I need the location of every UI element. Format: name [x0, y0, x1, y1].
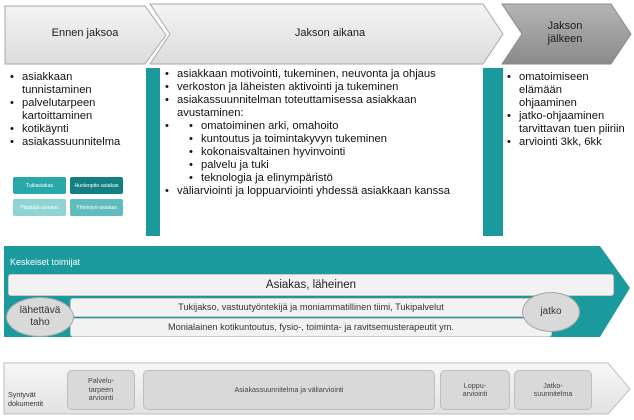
doc-service-needs-assessment	[67, 370, 135, 410]
referrer-ellipse	[6, 297, 74, 337]
doc1-line3: arviointi	[88, 393, 114, 403]
referrer-line2: taho	[30, 317, 50, 328]
doc-follow-up-plan	[514, 370, 592, 410]
before-list	[8, 71, 146, 149]
customer-type-care: Huolenpito-asiakas	[70, 177, 123, 194]
sub-list-item: • teknologia ja elinympäristö	[187, 172, 481, 185]
doc4-line2: suunnitelma	[533, 389, 573, 398]
teal-bar-left	[146, 68, 160, 236]
doc4-line1: Jatko-	[543, 380, 563, 390]
doc-final-assessment	[440, 370, 510, 410]
phase-after-label-line2: jälkeen	[547, 33, 583, 45]
sub-list-item: • • omatoiminen arki, omahoito	[187, 120, 481, 133]
list-item: • arviointi 3kk, 6kk	[505, 136, 629, 149]
list-item: • omatoimiseen elämään ohjaaminen	[505, 71, 619, 110]
list-item: • asiakkaan motivointi, tukeminen, neuvonta ja ohjaus	[163, 68, 481, 81]
list-item: • jatko-ohjaaminen tarvittavan tuen piiriin	[505, 110, 629, 136]
customer-type-coper: Pärjääjä-asiakas	[13, 199, 66, 216]
list-item: • verkoston ja läheisten aktivointi ja tukeminen	[163, 81, 481, 94]
list-item: • asiakassuunnitelma	[8, 136, 146, 149]
documents-label-line1: Syntyvät	[8, 390, 36, 399]
teal-bar-right	[483, 68, 503, 236]
referrer-line1: lähettävä	[19, 305, 61, 316]
doc3-line1: Loppu-	[463, 380, 487, 390]
doc3-line2: arviointi	[462, 389, 488, 398]
documents-label-line2: dokumentit	[8, 399, 44, 408]
customer-type-support: Tukiasiakas	[13, 177, 66, 194]
during-sublist	[163, 120, 481, 185]
list-item-group	[163, 120, 481, 185]
list-item: • palvelutarpeen kartoittaminen	[8, 97, 102, 123]
actors-main-bar: Asiakas, läheinen	[8, 274, 614, 296]
documents-label	[8, 390, 43, 408]
during-list	[163, 68, 481, 198]
actors-row1-bar: Tukijakso, vastuutyöntekijä ja moniammatillinen tiimi, Tukipalvelut	[70, 298, 552, 317]
list-item: • asiakkaan tunnistaminen	[8, 71, 102, 97]
continuation-ellipse: jatko	[522, 292, 580, 332]
after-list	[505, 71, 629, 149]
sub-list-item: • palvelu ja tuki	[187, 159, 481, 172]
phase-after-label-line1: Jakson	[547, 20, 583, 32]
phase-during-label: Jakson aikana	[294, 27, 366, 39]
list-item: • kotikäynti	[8, 123, 146, 136]
sub-list-item: • kuntoutus ja toimintakyvyn tukeminen	[187, 133, 481, 146]
actors-row2-bar: Monialainen kotikuntoutus, fysio-, toiminta- ja ravitsemusterapeutit ym.	[70, 318, 552, 337]
list-item: • asiakassuunnitelman toteuttamisessa asiakkaan avustaminen:	[163, 94, 481, 120]
list-item: • väliarviointi ja loppuarviointi yhdessä asiakkaan kanssa	[163, 185, 467, 198]
customer-type-cooperation: Yhteistyö-asiakas	[70, 199, 123, 216]
doc1-line2: tarpeen	[88, 384, 114, 394]
doc1-line1: Palvelu-	[88, 376, 114, 386]
actors-title: Keskeiset toimijat	[10, 257, 81, 267]
sub-list-item: • kokonaisvaltainen hyvinvointi	[187, 146, 481, 159]
doc-customer-plan: Asiakassuunnitelma ja väliarviointi	[143, 370, 435, 410]
phase-before-label: Ennen jaksoa	[51, 27, 119, 39]
phase-after-label	[520, 20, 610, 46]
